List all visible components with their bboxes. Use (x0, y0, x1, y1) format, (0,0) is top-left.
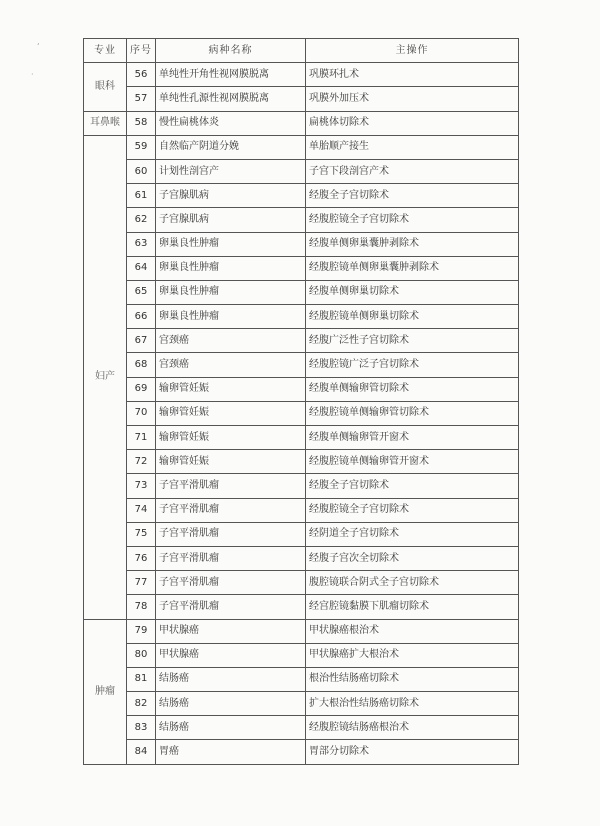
row-number-cell: 62 (127, 208, 156, 232)
table-row (84, 280, 519, 304)
table-row (84, 571, 519, 595)
row-number-cell: 80 (127, 643, 156, 667)
specialty-cell: 妇产 (84, 135, 127, 619)
table-row (84, 450, 519, 474)
operation-cell: 甲状腺癌根治术 (306, 619, 519, 643)
table-row (84, 426, 519, 450)
disease-name-cell: 结肠癌 (156, 716, 306, 740)
row-number-cell: 59 (127, 135, 156, 159)
row-number-cell: 72 (127, 450, 156, 474)
table-row (84, 474, 519, 498)
header-specialty: 专业 (84, 39, 127, 63)
operation-cell: 经腹腔镜单侧卵巢囊肿剥除术 (306, 256, 519, 280)
row-number-cell: 64 (127, 256, 156, 280)
disease-name-cell: 甲状腺癌 (156, 619, 306, 643)
operation-cell: 经腹子宫次全切除术 (306, 546, 519, 570)
row-number-cell: 79 (127, 619, 156, 643)
table-row (84, 305, 519, 329)
table-row (84, 595, 519, 619)
row-number-cell: 61 (127, 184, 156, 208)
operation-cell: 巩膜环扎术 (306, 63, 519, 87)
disease-name-cell: 子宫平滑肌瘤 (156, 571, 306, 595)
row-number-cell: 63 (127, 232, 156, 256)
operation-cell: 扩大根治性结肠癌切除术 (306, 692, 519, 716)
table-row (84, 329, 519, 353)
row-number-cell: 81 (127, 667, 156, 691)
row-number-cell: 75 (127, 522, 156, 546)
disease-name-cell: 输卵管妊娠 (156, 426, 306, 450)
operation-cell: 经腹腔镜全子宫切除术 (306, 208, 519, 232)
specialty-cell: 眼科 (84, 63, 127, 111)
table-row (84, 740, 519, 764)
table-row (84, 401, 519, 425)
operation-cell: 经腹腔镜广泛子宫切除术 (306, 353, 519, 377)
row-number-cell: 58 (127, 111, 156, 135)
table-row (84, 667, 519, 691)
row-number-cell: 68 (127, 353, 156, 377)
disease-name-cell: 子宫平滑肌瘤 (156, 498, 306, 522)
operation-cell: 子宫下段剖宫产术 (306, 159, 519, 183)
operation-cell: 经腹全子宫切除术 (306, 184, 519, 208)
row-number-cell: 73 (127, 474, 156, 498)
table-row (84, 643, 519, 667)
disease-name-cell: 输卵管妊娠 (156, 450, 306, 474)
disease-name-cell: 甲状腺癌 (156, 643, 306, 667)
row-number-cell: 65 (127, 280, 156, 304)
table-row (84, 522, 519, 546)
table-body (84, 63, 519, 764)
row-number-cell: 71 (127, 426, 156, 450)
disease-name-cell: 胃癌 (156, 740, 306, 764)
disease-name-cell: 子宫腺肌病 (156, 208, 306, 232)
table-row (84, 546, 519, 570)
operation-cell: 经腹全子宫切除术 (306, 474, 519, 498)
disease-name-cell: 单纯性孔源性视网膜脱离 (156, 87, 306, 111)
disease-name-cell: 宫颈癌 (156, 353, 306, 377)
table-row (84, 692, 519, 716)
operation-cell: 经腹腔镜单侧卵巢切除术 (306, 305, 519, 329)
specialty-cell: 耳鼻喉 (84, 111, 127, 135)
table-row (84, 377, 519, 401)
disease-name-cell: 卵巢良性肿瘤 (156, 305, 306, 329)
table-row (84, 208, 519, 232)
operation-cell: 经腹腔镜单侧输卵管开窗术 (306, 450, 519, 474)
disease-name-cell: 子宫平滑肌瘤 (156, 522, 306, 546)
scan-speck: ‘ (37, 42, 40, 51)
row-number-cell: 74 (127, 498, 156, 522)
disease-name-cell: 宫颈癌 (156, 329, 306, 353)
row-number-cell: 56 (127, 63, 156, 87)
operation-cell: 腹腔镜联合阴式全子宫切除术 (306, 571, 519, 595)
table-header-row (84, 39, 519, 63)
row-number-cell: 66 (127, 305, 156, 329)
operation-cell: 经腹单侧输卵管切除术 (306, 377, 519, 401)
disease-name-cell: 卵巢良性肿瘤 (156, 256, 306, 280)
operation-cell: 经腹单侧卵巢囊肿剥除术 (306, 232, 519, 256)
disease-name-cell: 输卵管妊娠 (156, 401, 306, 425)
row-number-cell: 78 (127, 595, 156, 619)
table-row (84, 498, 519, 522)
operation-cell: 胃部分切除术 (306, 740, 519, 764)
table-row (84, 63, 519, 87)
header-disease: 病种名称 (156, 39, 306, 63)
operation-cell: 经腹广泛性子宫切除术 (306, 329, 519, 353)
disease-name-cell: 卵巢良性肿瘤 (156, 280, 306, 304)
operation-cell: 经腹单侧卵巢切除术 (306, 280, 519, 304)
operation-cell: 经腹单侧输卵管开窗术 (306, 426, 519, 450)
disease-name-cell: 子宫腺肌病 (156, 184, 306, 208)
table-row (84, 716, 519, 740)
operation-cell: 巩膜外加压术 (306, 87, 519, 111)
disease-name-cell: 结肠癌 (156, 667, 306, 691)
disease-name-cell: 子宫平滑肌瘤 (156, 595, 306, 619)
disease-name-cell: 慢性扁桃体炎 (156, 111, 306, 135)
operation-cell: 根治性结肠癌切除术 (306, 667, 519, 691)
row-number-cell: 70 (127, 401, 156, 425)
disease-name-cell: 结肠癌 (156, 692, 306, 716)
disease-name-cell: 单纯性开角性视网膜脱离 (156, 63, 306, 87)
operation-cell: 扁桃体切除术 (306, 111, 519, 135)
table-row (84, 159, 519, 183)
table-row (84, 619, 519, 643)
disease-name-cell: 卵巢良性肿瘤 (156, 232, 306, 256)
row-number-cell: 84 (127, 740, 156, 764)
operation-cell: 甲状腺癌扩大根治术 (306, 643, 519, 667)
table-row (84, 135, 519, 159)
row-number-cell: 76 (127, 546, 156, 570)
row-number-cell: 83 (127, 716, 156, 740)
header-operation: 主操作 (306, 39, 519, 63)
table-row (84, 256, 519, 280)
specialty-cell: 肿瘤 (84, 619, 127, 764)
row-number-cell: 57 (127, 87, 156, 111)
row-number-cell: 69 (127, 377, 156, 401)
operation-cell: 经宫腔镜黏膜下肌瘤切除术 (306, 595, 519, 619)
operation-cell: 经阴道全子宫切除术 (306, 522, 519, 546)
table-row (84, 353, 519, 377)
disease-name-cell: 子宫平滑肌瘤 (156, 474, 306, 498)
row-number-cell: 82 (127, 692, 156, 716)
table-row (84, 87, 519, 111)
disease-name-cell: 输卵管妊娠 (156, 377, 306, 401)
row-number-cell: 77 (127, 571, 156, 595)
disease-name-cell: 计划性剖宫产 (156, 159, 306, 183)
row-number-cell: 67 (127, 329, 156, 353)
operation-cell: 经腹腔镜全子宫切除术 (306, 498, 519, 522)
header-no: 序号 (127, 39, 156, 63)
table-row (84, 232, 519, 256)
operation-cell: 经腹腔镜单侧输卵管切除术 (306, 401, 519, 425)
disease-name-cell: 自然临产阴道分娩 (156, 135, 306, 159)
disease-name-cell: 子宫平滑肌瘤 (156, 546, 306, 570)
table-row (84, 184, 519, 208)
surgery-table (83, 38, 519, 765)
scan-speck: · (31, 70, 34, 79)
operation-cell: 单胎顺产接生 (306, 135, 519, 159)
row-number-cell: 60 (127, 159, 156, 183)
table-row (84, 111, 519, 135)
operation-cell: 经腹腔镜结肠癌根治术 (306, 716, 519, 740)
